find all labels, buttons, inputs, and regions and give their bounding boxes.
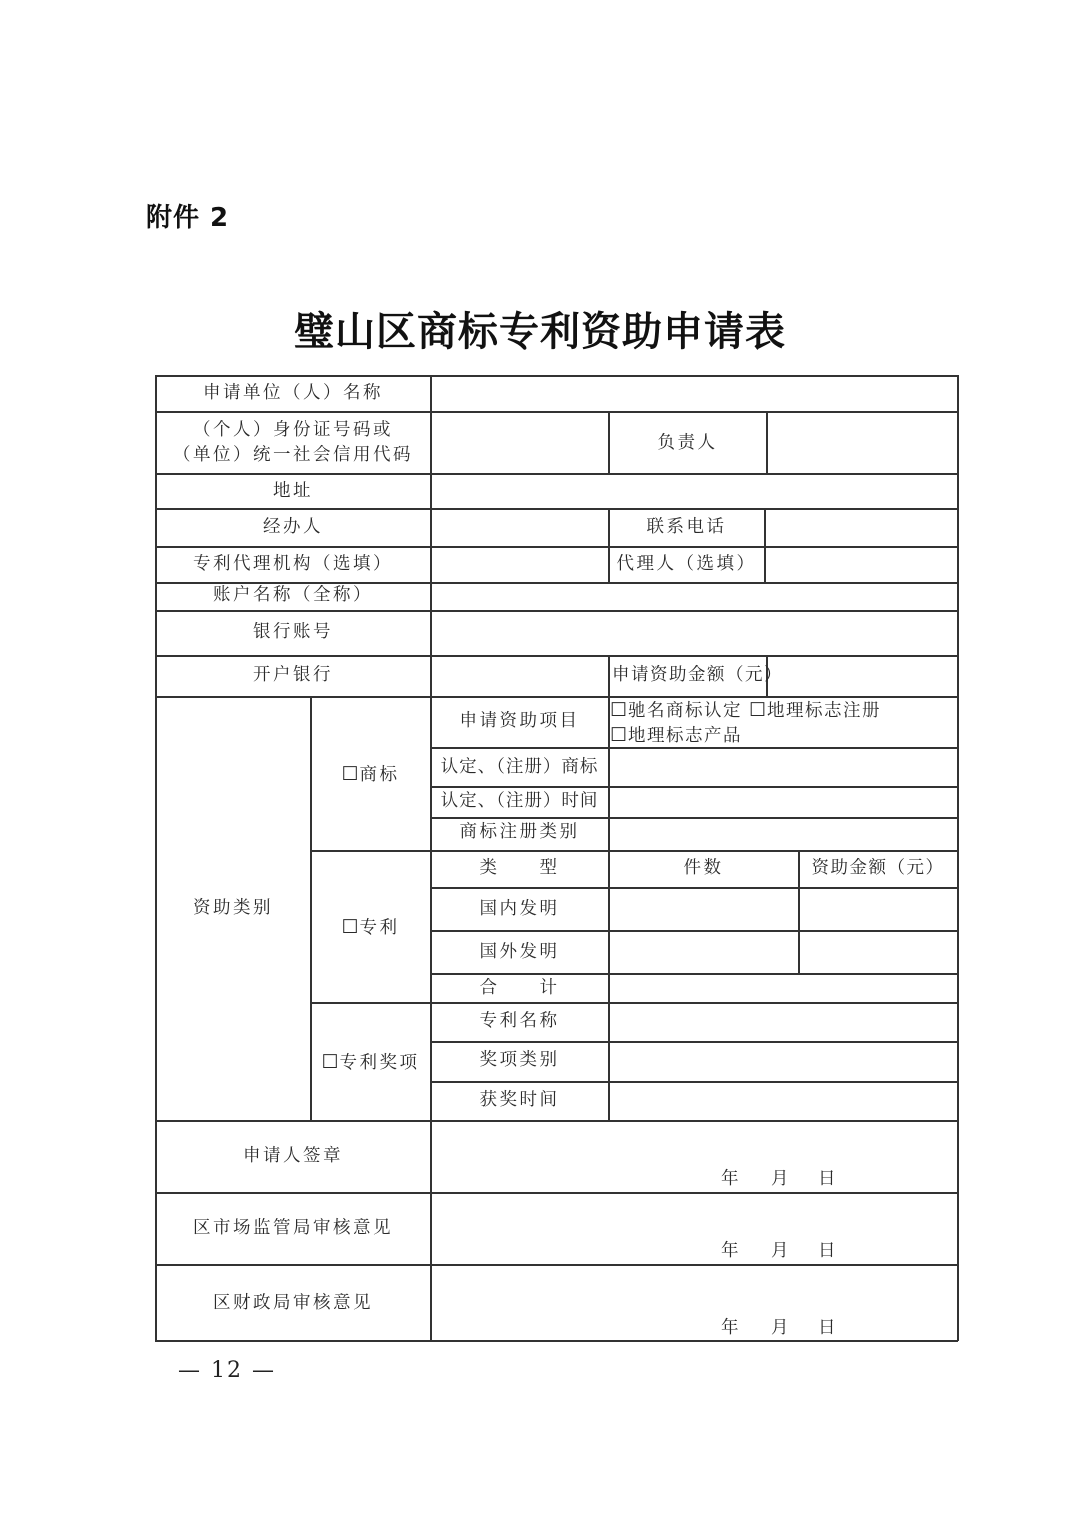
address-label: 地址 xyxy=(273,481,313,501)
trademark-option[interactable]: ☐商标 xyxy=(341,763,400,785)
table-rule xyxy=(310,1002,958,1004)
signature-date: 年 月 日 xyxy=(721,1169,838,1189)
table-rule xyxy=(155,375,958,377)
table-rule xyxy=(430,887,958,889)
option-geo-product[interactable]: ☐地理标志产品 xyxy=(610,724,743,746)
table-rule xyxy=(430,1081,958,1083)
table-rule xyxy=(310,850,958,852)
table-rule xyxy=(430,1041,958,1043)
patent-row-foreign: 国外发明 xyxy=(479,942,560,962)
table-rule xyxy=(155,473,958,475)
project-label: 申请资助项目 xyxy=(459,711,580,731)
cert-trademark-label: 认定、（注册）商标 xyxy=(440,757,599,777)
patent-row-domestic: 国内发明 xyxy=(479,899,560,919)
checkbox-icon[interactable]: ☐ xyxy=(341,763,359,785)
table-rule xyxy=(764,508,766,582)
table-rule xyxy=(155,1192,958,1194)
market-review-label: 区市场监管局审核意见 xyxy=(193,1218,393,1238)
table-rule xyxy=(155,1264,958,1266)
responsible-person-label: 负责人 xyxy=(657,433,718,453)
table-rule xyxy=(430,786,958,788)
table-rule xyxy=(155,610,958,612)
award-time: 获奖时间 xyxy=(479,1090,560,1110)
table-rule xyxy=(430,930,958,932)
opening-bank-label: 开户银行 xyxy=(253,665,333,685)
option-famous-trademark[interactable]: ☐驰名商标认定 xyxy=(610,699,743,721)
checkbox-icon[interactable]: ☐ xyxy=(321,1051,339,1073)
award-patent-name: 专利名称 xyxy=(479,1011,560,1031)
option-geo-registration[interactable]: ☐地理标志注册 xyxy=(749,699,882,721)
id-number-label-line2: （单位）统一社会信用代码 xyxy=(173,445,413,465)
funding-category-label: 资助类别 xyxy=(193,898,273,918)
patent-row-total: 合 计 xyxy=(479,978,560,998)
patent-col-type: 类 型 xyxy=(479,858,560,878)
finance-review-date: 年 月 日 xyxy=(721,1318,838,1338)
award-category: 奖项类别 xyxy=(479,1050,560,1070)
table-rule xyxy=(155,1340,958,1342)
market-review-date: 年 月 日 xyxy=(721,1241,838,1261)
checkbox-icon[interactable]: ☐ xyxy=(610,699,628,721)
contact-phone-label: 联系电话 xyxy=(646,517,727,537)
table-rule xyxy=(155,1120,958,1122)
table-rule xyxy=(430,817,958,819)
finance-review-label: 区财政局审核意见 xyxy=(213,1293,373,1313)
table-rule xyxy=(155,696,958,698)
table-rule xyxy=(608,655,610,696)
agent-label: 代理人（选填） xyxy=(616,554,757,574)
table-rule xyxy=(155,546,958,548)
bank-account-label: 银行账号 xyxy=(253,622,333,642)
checkbox-icon[interactable]: ☐ xyxy=(610,724,628,746)
table-rule xyxy=(430,973,958,975)
requested-amount-label: 申请资助金额（元） xyxy=(612,665,783,685)
page-title: 璧山区商标专利资助申请表 xyxy=(294,309,786,355)
table-rule xyxy=(155,411,958,413)
table-rule xyxy=(766,411,768,473)
attachment-label: 附件 2 xyxy=(146,203,230,233)
checkbox-icon[interactable]: ☐ xyxy=(749,699,767,721)
table-rule xyxy=(155,655,958,657)
applicant-name-label: 申请单位（人）名称 xyxy=(203,383,383,403)
reg-class-label: 商标注册类别 xyxy=(459,822,580,842)
table-rule xyxy=(155,508,958,510)
patent-col-count: 件数 xyxy=(683,858,724,878)
table-rule xyxy=(957,375,959,1341)
table-rule xyxy=(608,696,610,1121)
patent-col-amount: 资助金额（元） xyxy=(811,858,945,878)
patent-option[interactable]: ☐专利 xyxy=(341,916,400,938)
signature-label: 申请人签章 xyxy=(243,1146,343,1166)
patent-award-option[interactable]: ☐专利奖项 xyxy=(321,1051,420,1073)
page-number: — 12 — xyxy=(178,1358,276,1383)
patent-agency-label: 专利代理机构（选填） xyxy=(193,554,393,574)
account-name-label: 账户名称（全称） xyxy=(213,585,373,605)
checkbox-icon[interactable]: ☐ xyxy=(341,916,359,938)
id-number-label-line1: （个人）身份证号码或 xyxy=(193,420,393,440)
cert-time-label: 认定、（注册）时间 xyxy=(440,791,599,811)
table-rule xyxy=(155,582,958,584)
handler-label: 经办人 xyxy=(263,517,323,537)
